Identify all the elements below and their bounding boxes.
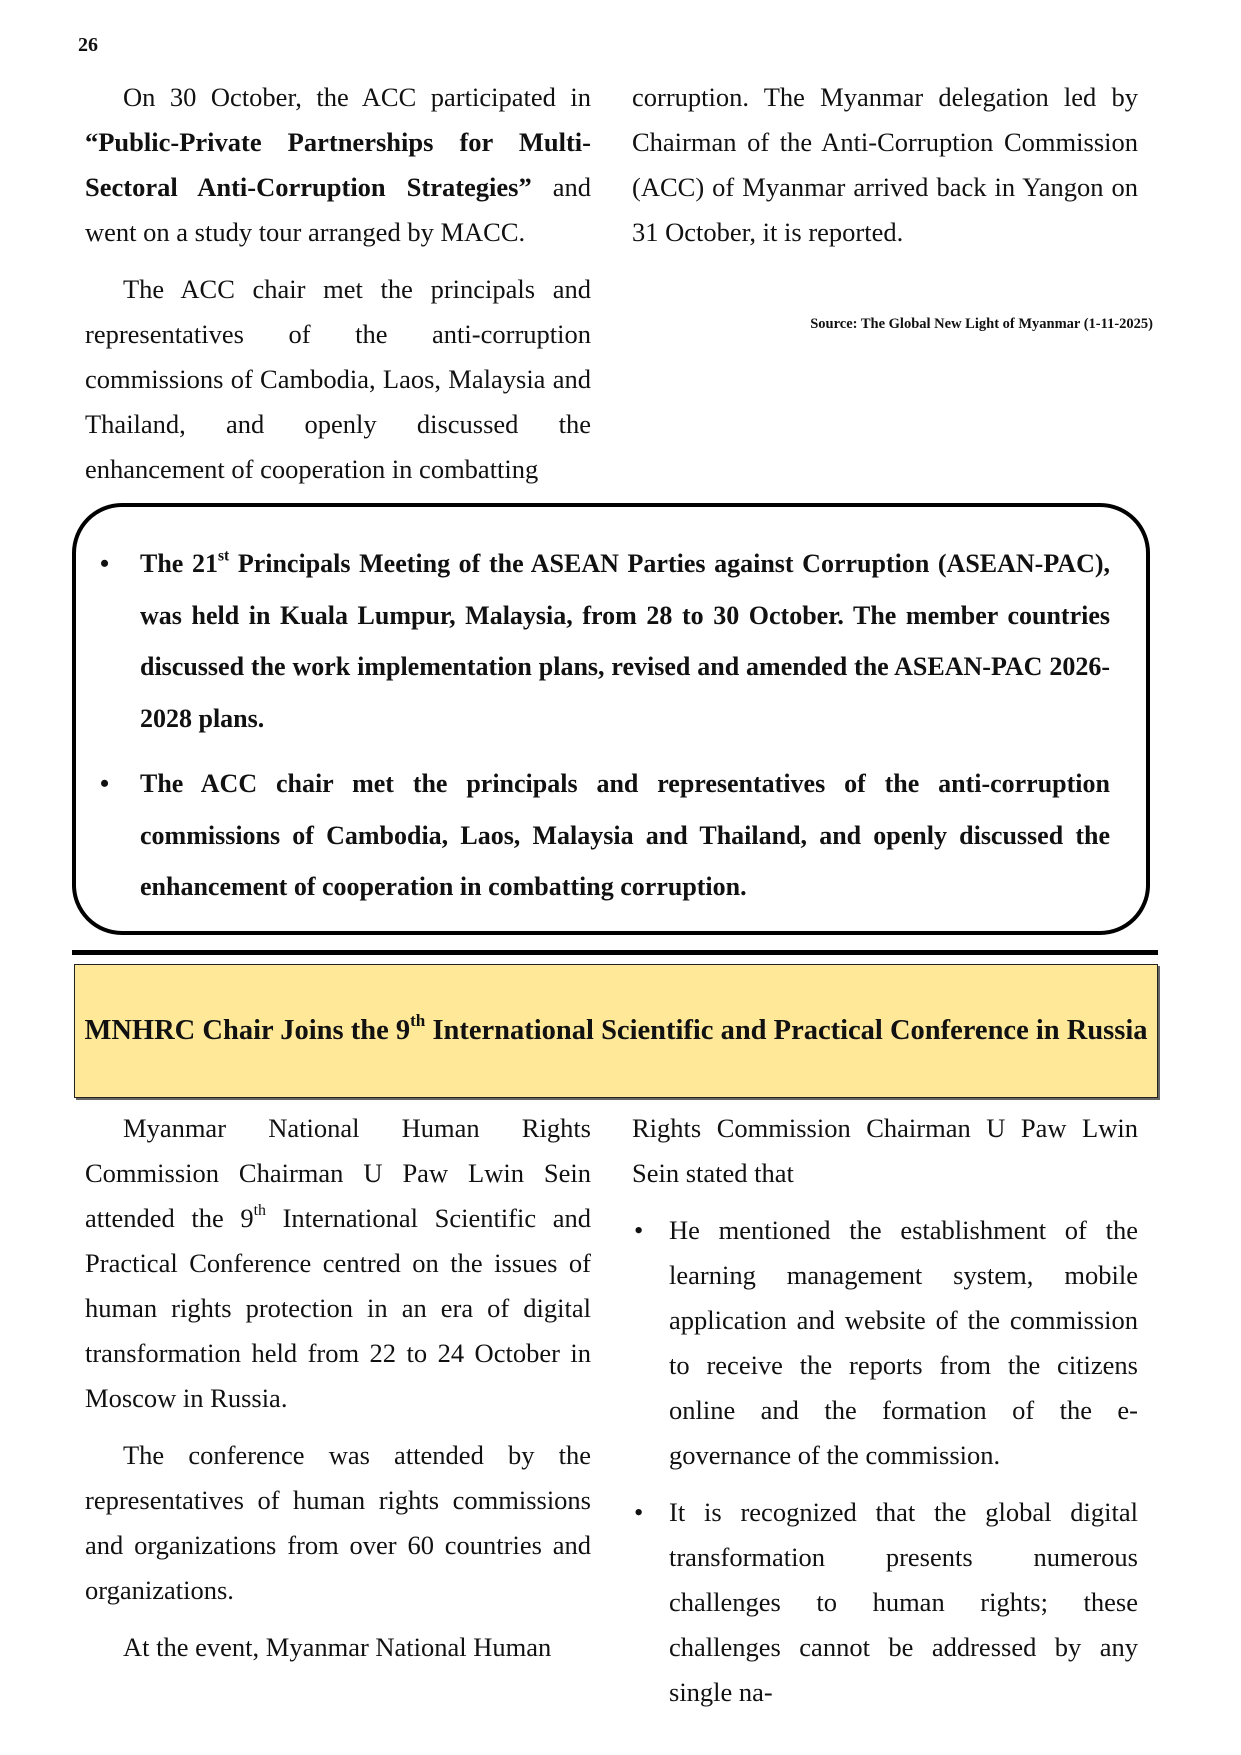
list-item (632, 1490, 1138, 1715)
article2-paragraph-4: Rights Commission Chairman U Paw Lwin Sein stated that (632, 1113, 1138, 1188)
text-run: Myanmar National Human Rights Commission Chairman U Paw Lwin Sein attended the 9 (85, 1113, 591, 1233)
text-run: and went on a study tour arranged by MACC. (85, 172, 591, 247)
article1-paragraph-1 (85, 75, 591, 255)
ordinal-suffix: th (253, 1202, 266, 1220)
article2-bullet-list (632, 1208, 1138, 1715)
text-run: On 30 October, the ACC participated in (123, 82, 591, 112)
article1-right-column (632, 75, 1138, 267)
bullet-icon: • (100, 549, 110, 578)
article2-left-column (85, 1106, 591, 1682)
source-citation: Source: The Global New Light of Myanmar (1-11-2025) (810, 316, 1153, 332)
text-run: International Scientific and Practical Conference in Russia (425, 1015, 1148, 1046)
article2-paragraph-3: At the event, Myanmar National Human (123, 1632, 552, 1662)
section-divider (72, 950, 1158, 955)
event-title: “Public-Private Partnerships for Multi-Sectoral Anti-Corruption Strategies” (85, 127, 591, 202)
text-run: The ACC chair met the principals and representatives of the anti-corruption commissions of Cambodia, Laos, Malaysia and Thailand, and openly discussed the enhancement of cooperation in combatting corruption. (140, 769, 1110, 901)
ordinal-suffix: th (410, 1011, 426, 1031)
bullet-icon: • (100, 769, 110, 798)
bullet-icon: • (634, 1497, 644, 1527)
highlight-item (100, 758, 1110, 913)
highlight-item (100, 538, 1110, 744)
article2-heading (76, 1011, 1155, 1051)
text-run: International Scientific and Practical Conference centred on the issues of human rights protection in an era of digital transformation held from 22 to 24 October in Moscow in Russia. (85, 1203, 591, 1413)
list-item (632, 1208, 1138, 1478)
highlight-list (100, 538, 1110, 927)
article2-paragraph-2: The conference was attended by the representatives of human rights commissions and organizations from over 60 countries and organizations. (85, 1440, 591, 1605)
text-run: MNHRC Chair Joins the 9 (84, 1015, 411, 1046)
text-run: It is recognized that the global digital transformation presents numerous challenges to human rights; these challenges cannot be addressed by any single na- (669, 1497, 1138, 1707)
text-run: The 21 (140, 549, 218, 578)
text-run: Principals Meeting of the ASEAN Parties against Corruption (ASEAN-PAC), was held in Kuala Lumpur, Malaysia, from 28 to 30 October. The member countries discussed the work implementation plans, revised and amended the ASEAN-PAC 2026-2028 plans. (140, 549, 1110, 733)
bullet-icon: • (634, 1215, 644, 1245)
article2-right-column (632, 1106, 1138, 1727)
page-number: 26 (78, 34, 98, 56)
ordinal-suffix: st (217, 547, 230, 565)
article1-paragraph-2: The ACC chair met the principals and representatives of the anti-corruption commissions of Cambodia, Laos, Malaysia and Thailand, and openly discussed the enhancement of cooperation in combatting (85, 274, 591, 484)
highlight-box (72, 503, 1150, 935)
article1-left-column (85, 75, 591, 504)
text-run: He mentioned the establishment of the learning management system, mobile application and website of the commission to receive the reports from the citizens online and the formation of the e-governance of the commission. (669, 1215, 1138, 1470)
article2-heading-box (74, 964, 1158, 1098)
article1-paragraph-3: corruption. The Myanmar delegation led by Chairman of the Anti-Corruption Commission (ACC) of Myanmar arrived back in Yangon on 31 October, it is reported. (632, 82, 1138, 247)
article2-paragraph-1 (85, 1106, 591, 1421)
